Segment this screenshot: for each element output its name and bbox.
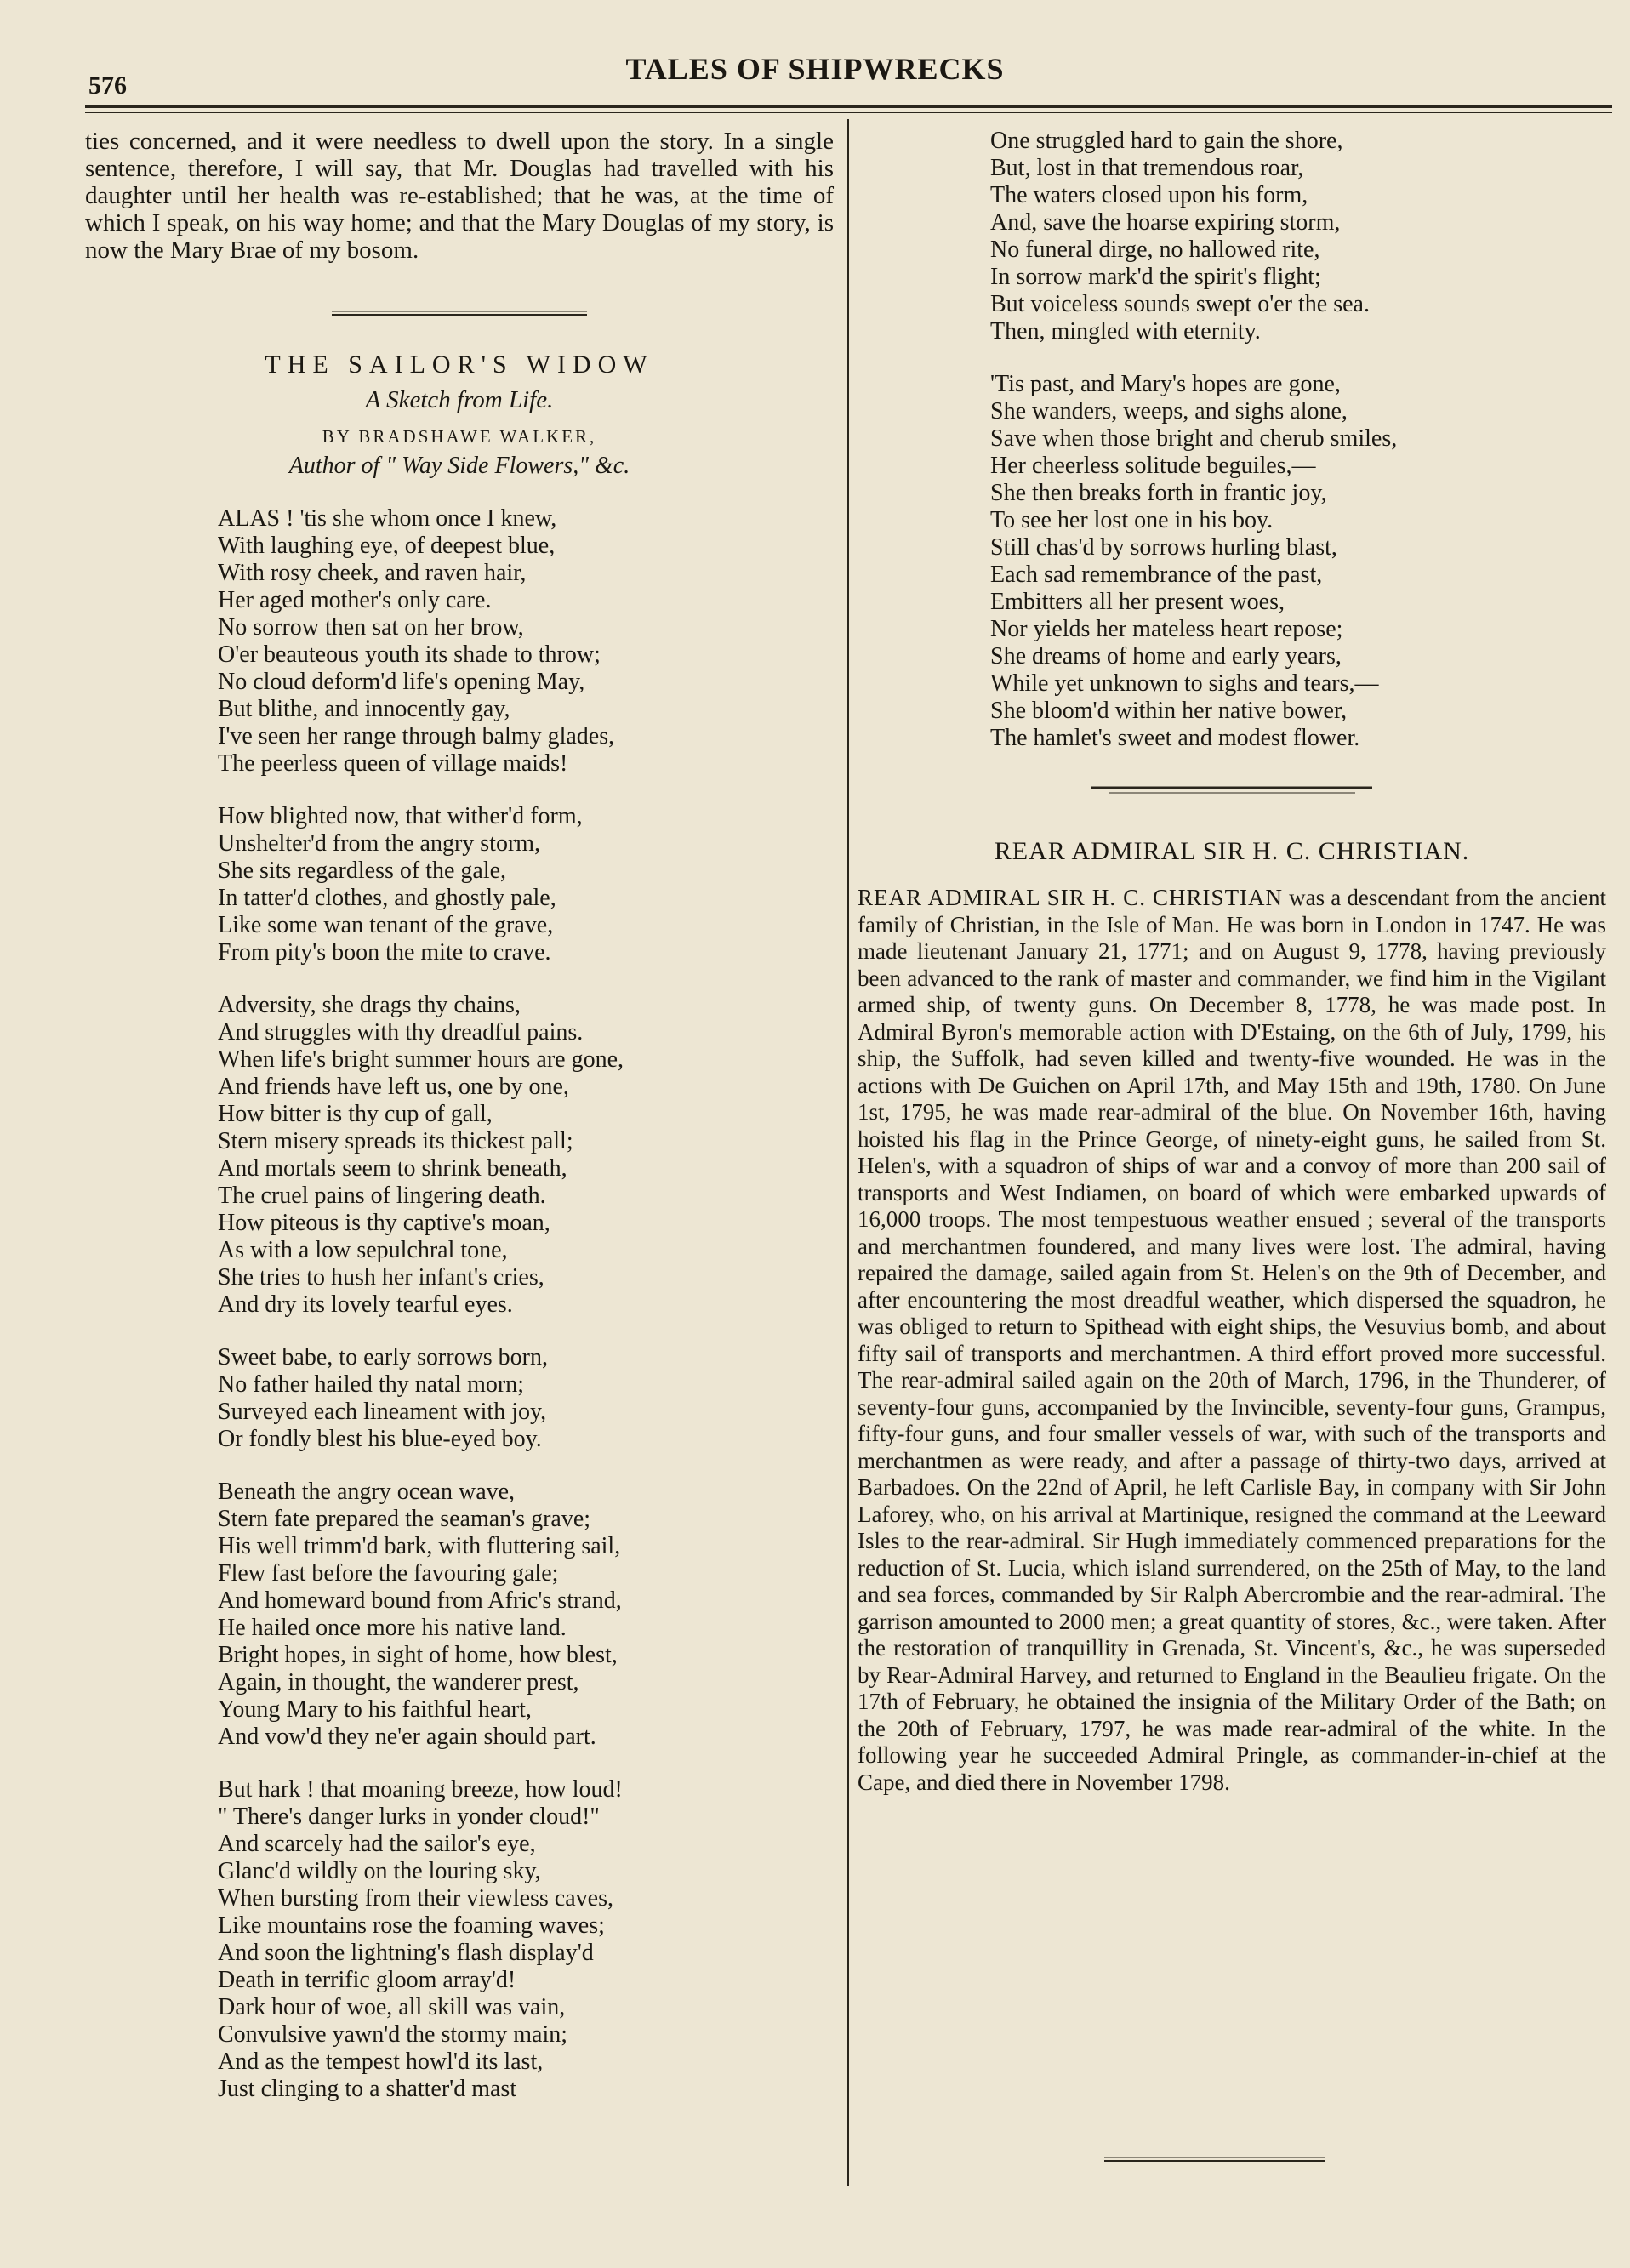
poem-line: Then, mingled with eternity. bbox=[990, 318, 1261, 345]
end-ornament bbox=[1104, 2156, 1325, 2163]
poem-body bbox=[85, 505, 834, 2103]
continuation-paragraph: ties concerned, and it were needless to dwell upon the story. In a single sentence, therefore, I will say, that Mr. Douglas had travelled with his daughter until her health was re-established; that he was, at the time of which I speak, on his way home; and that the Mary Douglas of my story, is now the Mary Brae of my bosom. bbox=[85, 128, 834, 264]
poem-line: But blithe, and innocently gay, bbox=[218, 696, 510, 722]
poem-line: Bright hopes, in sight of home, how blest, bbox=[218, 1642, 618, 1668]
poem-line: The cruel pains of lingering death. bbox=[218, 1182, 546, 1209]
poem-body-continued bbox=[858, 128, 1606, 752]
poem-subtitle: A Sketch from Life. bbox=[365, 386, 554, 413]
poem-line: Again, in thought, the wanderer prest, bbox=[218, 1669, 579, 1695]
poem-line: Nor yields her mateless heart repose; bbox=[990, 616, 1343, 642]
poem-stanza bbox=[218, 1344, 834, 1453]
poem-line: Still chas'd by sorrows hurling blast, bbox=[990, 534, 1337, 561]
poem-line: She dreams of home and early years, bbox=[990, 643, 1342, 670]
poem-stanza bbox=[990, 371, 1606, 752]
poem-line: He hailed once more his native land. bbox=[218, 1615, 567, 1641]
poem-line: No father hailed thy natal morn; bbox=[218, 1371, 524, 1398]
poem-line: How bitter is thy cup of gall, bbox=[218, 1101, 493, 1127]
poem-line: She then breaks forth in frantic joy, bbox=[990, 480, 1327, 506]
poem-line: She sits regardless of the gale, bbox=[218, 858, 507, 884]
poem-stanza bbox=[218, 1479, 834, 1751]
poem-line: O'er beauteous youth its shade to throw; bbox=[218, 641, 601, 668]
poem-line: The hamlet's sweet and modest flower. bbox=[990, 725, 1360, 751]
poem-line: Death in terrific gloom array'd! bbox=[218, 1967, 516, 1993]
section-divider-ornament bbox=[1091, 786, 1372, 795]
header-rule-thin bbox=[85, 112, 1612, 113]
poem-line: His well trimm'd bark, with fluttering sail, bbox=[218, 1533, 621, 1559]
poem-line: Flew fast before the favouring gale; bbox=[218, 1560, 559, 1587]
poem-line: Just clinging to a shatter'd mast bbox=[218, 2076, 517, 2102]
poem-line: To see her lost one in his boy. bbox=[990, 507, 1274, 533]
poem-line: As with a low sepulchral tone, bbox=[218, 1237, 508, 1263]
poem-line: When life's bright summer hours are gone, bbox=[218, 1046, 624, 1073]
poem-line: The waters closed upon his form, bbox=[990, 182, 1308, 208]
page-number: 576 bbox=[88, 71, 127, 100]
poem-line: Save when those bright and cherub smiles, bbox=[990, 425, 1398, 452]
poem-byline-credit: Author of " Way Side Flowers," &c. bbox=[288, 453, 630, 479]
poem-line: And homeward bound from Afric's strand, bbox=[218, 1587, 622, 1614]
poem-line: And, save the hoarse expiring storm, bbox=[990, 209, 1341, 236]
poem-line: And dry its lovely tearful eyes. bbox=[218, 1291, 513, 1318]
poem-line: In sorrow mark'd the spirit's flight; bbox=[990, 264, 1321, 290]
poem-line: From pity's boon the mite to crave. bbox=[218, 939, 551, 966]
poem-line: No cloud deform'd life's opening May, bbox=[218, 669, 585, 695]
poem-line: With rosy cheek, and raven hair, bbox=[218, 560, 527, 586]
poem-line: Dark hour of woe, all skill was vain, bbox=[218, 1994, 566, 2020]
poem-line: No sorrow then sat on her brow, bbox=[218, 614, 524, 641]
poem-line: Unshelter'd from the angry storm, bbox=[218, 830, 541, 857]
poem-line: Embitters all her present woes, bbox=[990, 589, 1285, 615]
biography-paragraph bbox=[858, 885, 1606, 1796]
poem-line: While yet unknown to sighs and tears,— bbox=[990, 670, 1379, 697]
poem-line: Glanc'd wildly on the louring sky, bbox=[218, 1858, 541, 1884]
poem-line: And vow'd they ne'er again should part. bbox=[218, 1724, 596, 1750]
poem-stanza bbox=[218, 1776, 834, 2103]
biography-body: was a descendant from the ancient family of Christian, in the Isle of Man. He was born in London in 1747. He was made lieutenant January 21, 1771; and on August 9, 1778, having previously been advanced to the rank of master and commander, we find him in the Vigilant armed ship, of twenty guns. On December 8, 1778, he was made post. In Admiral Byron's memorable action with D'Estaing, on the 6th of July, 1799, his ship, the Suffolk, had seven killed and twenty-five wounded. He was in the actions with De Guichen on April 17th, and May 15th and 19th, 1780. On June 1st, 1795, he was made rear-admiral of the blue. On November 16th, having hoisted his flag in the Prince George, of ninety-eight guns, he sailed from St. Helen's, with a squadron of ships of war and a convoy of more than 200 sail of transports and West Indiamen, on board of which were embarked upwards of 16,000 troops. The most tempestuous weather ensued ; several of the transports and merchantmen foundered, and many lives were lost. The admiral, having repaired the damage, sailed again from St. Helen's on the 9th of December, and after encountering the most dreadful weather, which dispersed the squadron, he was obliged to return to Spithead with eight ships, the Vesuvius bomb, and about fifty sail of transports and merchantmen. A third effort proved more successful. The rear-admiral sailed again on the 20th of March, 1796, in the Thunderer, of seventy-four guns, accompanied by the Invincible, seventy-four guns, Grampus, fifty-four guns, and four smaller vessels of war, with such of the transports and merchantmen as were ready, and after a passage of thirty-two days, arrived at Barbadoes. On the 22nd of April, he left Carlisle Bay, in company with Sir John Laforey, who, on his arrival at Martinique, resigned the command at the Leeward Isles to the rear-admiral. Sir Hugh immediately commenced preparations for the reduction of St. Lucia, which island surrendered, on the 25th of May, to the land and sea forces, commanded by Sir Ralph Abercrombie and the rear-admiral. The garrison amounted to 2000 men; a great quantity of stores, &c., were taken. After the restoration of tranquillity in Grenada, St. Vincent's, &c., he was superseded by Rear-Admiral Harvey, and returned to England in the Beaulieu frigate. On the 17th of February, he obtained the insignia of the Military Order of the Bath; on the 20th of February, 1797, he was made rear-admiral of the white. In the following year he succeeded Admiral Pringle, as commander-in-chief at the Cape, and died there in November 1798. bbox=[858, 885, 1606, 1795]
poem-stanza bbox=[218, 505, 834, 778]
poem-line: Or fondly blest his blue-eyed boy. bbox=[218, 1426, 542, 1452]
section-divider-ornament bbox=[332, 310, 587, 316]
poem-line: When bursting from their viewless caves, bbox=[218, 1885, 613, 1912]
poem-line: She tries to hush her infant's cries, bbox=[218, 1264, 544, 1291]
biography-lead: REAR ADMIRAL SIR H. C. CHRISTIAN bbox=[858, 885, 1284, 910]
poem-line: And friends have left us, one by one, bbox=[218, 1074, 569, 1100]
poem-line: She wanders, weeps, and sighs alone, bbox=[990, 398, 1348, 425]
left-column bbox=[85, 128, 834, 2128]
poem-line: And scarcely had the sailor's eye, bbox=[218, 1831, 536, 1857]
poem-line: Her aged mother's only care. bbox=[218, 587, 492, 613]
right-column bbox=[858, 128, 1606, 1796]
poem-line: Adversity, she drags thy chains, bbox=[218, 992, 521, 1018]
poem-line: And struggles with thy dreadful pains. bbox=[218, 1019, 584, 1046]
poem-line: Like mountains rose the foaming waves; bbox=[218, 1912, 605, 1939]
poem-line: And mortals seem to shrink beneath, bbox=[218, 1155, 567, 1182]
poem-line: 'Tis past, and Mary's hopes are gone, bbox=[990, 371, 1341, 397]
poem-line: Surveyed each lineament with joy, bbox=[218, 1399, 547, 1425]
poem-line: Sweet babe, to early sorrows born, bbox=[218, 1344, 549, 1370]
poem-stanza bbox=[218, 992, 834, 1319]
column-divider bbox=[847, 119, 849, 2186]
poem-line: And soon the lightning's flash display'd bbox=[218, 1940, 594, 1966]
poem-line: " There's danger lurks in yonder cloud!" bbox=[218, 1804, 600, 1830]
poem-line: In tatter'd clothes, and ghostly pale, bbox=[218, 885, 556, 911]
poem-line: She bloom'd within her native bower, bbox=[990, 698, 1348, 724]
poem-byline: BY BRADSHAWE WALKER, bbox=[322, 426, 597, 447]
poem-line: Like some wan tenant of the grave, bbox=[218, 912, 554, 938]
poem-title: THE SAILOR'S WIDOW bbox=[265, 350, 654, 379]
poem-line: But hark ! that moaning breeze, how loud! bbox=[218, 1776, 623, 1803]
biography-title: REAR ADMIRAL SIR H. C. CHRISTIAN. bbox=[994, 837, 1470, 865]
poem-line: How blighted now, that wither'd form, bbox=[218, 803, 583, 829]
poem-line: Stern misery spreads its thickest pall; bbox=[218, 1128, 573, 1154]
poem-line: Beneath the angry ocean wave, bbox=[218, 1479, 516, 1505]
header-rule bbox=[85, 105, 1612, 108]
poem-line: Stern fate prepared the seaman's grave; bbox=[218, 1506, 591, 1532]
poem-line: Young Mary to his faithful heart, bbox=[218, 1696, 532, 1723]
poem-line: I've seen her range through balmy glades, bbox=[218, 723, 615, 749]
poem-line: Her cheerless solitude beguiles,— bbox=[990, 453, 1316, 479]
poem-line: But voiceless sounds swept o'er the sea. bbox=[990, 291, 1370, 317]
poem-line: One struggled hard to gain the shore, bbox=[990, 128, 1343, 154]
poem-line: How piteous is thy captive's moan, bbox=[218, 1210, 550, 1236]
poem-line: But, lost in that tremendous roar, bbox=[990, 155, 1304, 181]
poem-line: The peerless queen of village maids! bbox=[218, 750, 568, 777]
poem-line: And as the tempest howl'd its last, bbox=[218, 2049, 544, 2075]
running-title: TALES OF SHIPWRECKS bbox=[625, 52, 1005, 86]
poem-stanza bbox=[218, 803, 834, 966]
poem-line: ALAS ! 'tis she whom once I knew, bbox=[218, 505, 557, 532]
poem-stanza bbox=[990, 128, 1606, 345]
poem-line: Convulsive yawn'd the stormy main; bbox=[218, 2021, 568, 2048]
poem-line: Each sad remembrance of the past, bbox=[990, 561, 1323, 588]
poem-line: With laughing eye, of deepest blue, bbox=[218, 533, 556, 559]
poem-line: No funeral dirge, no hallowed rite, bbox=[990, 236, 1320, 263]
